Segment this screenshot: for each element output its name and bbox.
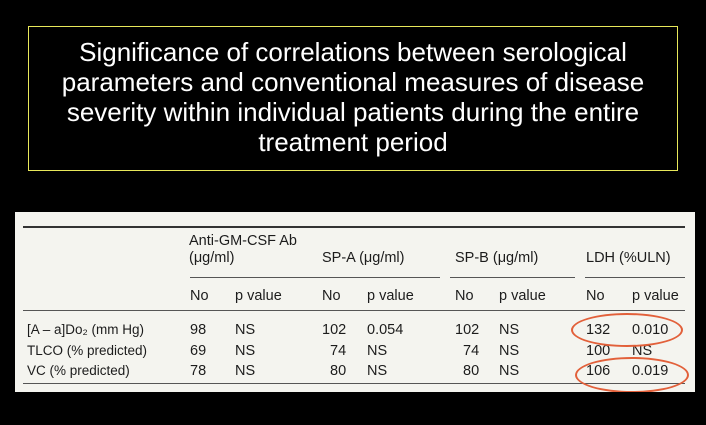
table-cell: 74 [330, 343, 347, 359]
subheader-pvalue-4: p value [632, 288, 679, 304]
table-top-rule [23, 226, 685, 228]
table-cell: NS [499, 322, 520, 338]
highlight-circle-vc-ldh [575, 357, 689, 392]
subheader-no-3: No [455, 288, 474, 304]
table-cell: 102 [455, 322, 480, 338]
header-underline-2 [315, 277, 440, 278]
table-cell: 69 [190, 343, 207, 359]
slide-title-line-3: severity within individual patients during the entire [66, 97, 640, 127]
row-label-aado2: [A – a]Do₂ (mm Hg) [27, 322, 145, 337]
table-cell: 102 [322, 322, 347, 338]
subheader-pvalue-2: p value [367, 288, 414, 304]
table-cell: NS [235, 322, 256, 338]
table-cell: 0.019 [632, 363, 669, 379]
table-cell: 98 [190, 322, 207, 338]
subheader-pvalue-1: p value [235, 288, 282, 304]
subheader-no-2: No [322, 288, 341, 304]
subheader-no-1: No [190, 288, 209, 304]
header-underline-4 [585, 277, 685, 278]
subheader-rule [23, 310, 685, 311]
slide-title-box [28, 26, 678, 171]
table-image-panel [15, 212, 695, 392]
table-cell: NS [235, 363, 256, 379]
table-cell: 0.010 [632, 322, 669, 338]
table-cell: NS [367, 363, 388, 379]
table-cell: 132 [586, 322, 611, 338]
subheader-no-4: No [586, 288, 605, 304]
subheader-pvalue-3: p value [499, 288, 546, 304]
table-cell: NS [367, 343, 388, 359]
table-cell: 100 [586, 343, 611, 359]
group-header-sp-b: SP-B (μg/ml) [455, 250, 539, 266]
group-header-ldh: LDH (%ULN) [586, 250, 671, 266]
table-cell: 106 [586, 363, 611, 379]
slide-title-line-4: treatment period [258, 127, 448, 157]
table-cell: NS [235, 343, 256, 359]
table-cell: 80 [463, 363, 480, 379]
table-cell: 74 [463, 343, 480, 359]
table-cell: 78 [190, 363, 207, 379]
table-cell: NS [499, 363, 520, 379]
highlight-circle-aado2-ldh [571, 313, 683, 347]
table-cell: 80 [330, 363, 347, 379]
table-cell: 0.054 [367, 322, 404, 338]
table-cell: NS [499, 343, 520, 359]
slide-title-line-2: parameters and conventional measures of disease [61, 67, 645, 97]
header-underline-3 [450, 277, 575, 278]
group-header-anti-gm-csf-unit: (μg/ml) [189, 250, 235, 266]
group-header-anti-gm-csf: Anti-GM-CSF Ab [189, 233, 297, 249]
row-label-tlco: TLCO (% predicted) [27, 343, 148, 358]
slide-title-line-1: Significance of correlations between serological [79, 37, 627, 67]
group-header-sp-a: SP-A (μg/ml) [322, 250, 405, 266]
row-label-vc: VC (% predicted) [27, 363, 130, 378]
table-cell: NS [632, 343, 653, 359]
